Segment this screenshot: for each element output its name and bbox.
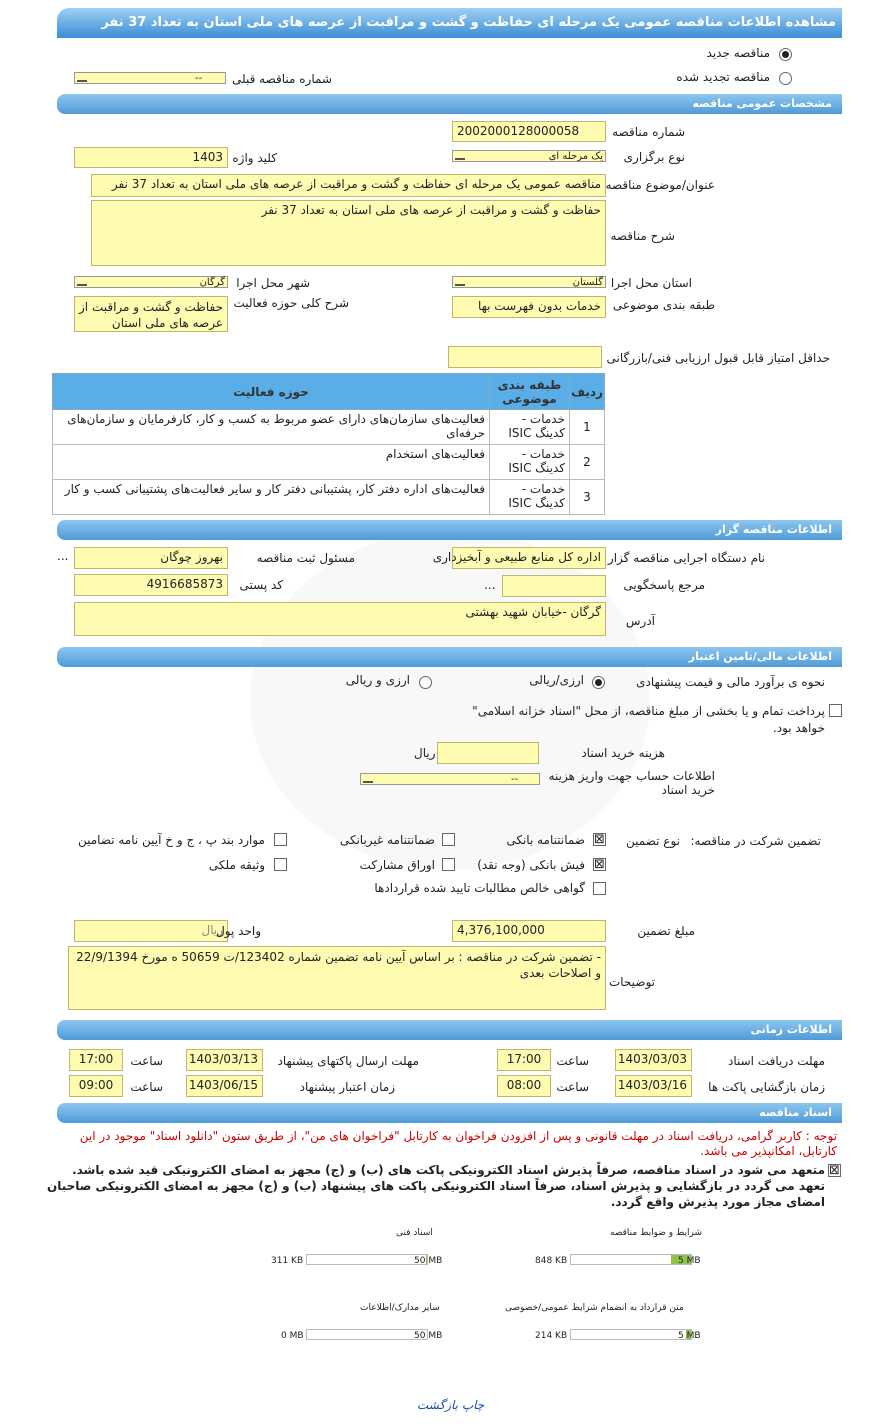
receive-label: مهلت دریافت اسناد: [727, 1054, 825, 1068]
file-size: 311 KB: [271, 1256, 304, 1266]
scope-label: شرح کلی حوزه فعالیت: [233, 296, 349, 310]
col-category: طبقه بندی موضوعی: [490, 374, 570, 410]
category-field: خدمات بدون فهرست بها: [452, 296, 606, 318]
col-row: ردیف: [570, 374, 605, 410]
cash-label: فیش بانکی (وجه نقد): [477, 858, 585, 872]
account-label: اطلاعات حساب جهت واریز هزینه خرید اسناد: [548, 769, 715, 797]
rial-radio[interactable]: [592, 676, 605, 689]
open-label: زمان بازگشایی پاکت ها: [708, 1080, 825, 1094]
finance-header: اطلاعات مالی/تامین اعتبار: [57, 647, 842, 667]
org-name-field: اداره کل منابع طبیعی و آبخیزداری: [452, 547, 606, 569]
back-link[interactable]: بازگشت: [417, 1398, 458, 1412]
cell: فعالیت‌های سازمان‌های دارای عضو مربوط به کسب و کار، کارفرمایان و سازمان‌های حرفه‌ای: [53, 410, 490, 445]
keyword-label: کلید واژه: [232, 151, 277, 165]
items-checkbox[interactable]: [274, 833, 287, 846]
cert-label: گواهی خالص مطالبات تایید شده قراردادها: [374, 881, 585, 895]
estimate-label: نحوه ی برآورد مالی و قیمت پیشنهادی: [636, 675, 825, 689]
table-row: [53, 445, 605, 480]
bonds-label: اوراق مشارکت: [359, 858, 435, 872]
table-row: [53, 480, 605, 515]
subject-label: عنوان/موضوع مناقصه: [605, 178, 715, 192]
currency-field: ریال: [74, 920, 228, 942]
prev-number-label: شماره مناقصه قبلی: [232, 72, 332, 86]
rial2-label: ارزی و ریالی: [345, 673, 410, 687]
file-size: 0 MB: [281, 1331, 304, 1341]
property-label: وثیقه ملکی: [208, 858, 265, 872]
cert-checkbox[interactable]: [593, 882, 606, 895]
prev-number-select[interactable]: --: [74, 72, 226, 84]
postal-field: 4916685873: [74, 574, 228, 596]
guarantee-amount-field: 4,376,100,000: [452, 920, 606, 942]
responsible-field: بهروز چوگان: [74, 547, 228, 569]
receive-date: 1403/03/03: [615, 1049, 692, 1071]
print-link[interactable]: چاپ: [461, 1398, 485, 1412]
renewed-tender-radio[interactable]: [779, 72, 792, 85]
doc-cost-unit: ریال: [414, 746, 436, 760]
org-header: اطلاعات مناقصه گزار: [57, 520, 842, 540]
cell: 3: [570, 480, 605, 515]
file-name: سایر مدارک/اطلاعات: [360, 1303, 440, 1313]
scope-field[interactable]: حفاظت و گشت و مراقبت از عرصه های ملی استان: [74, 296, 228, 332]
doc-cost-field: [437, 742, 539, 764]
reference-label: مرجع پاسخگویی: [623, 578, 705, 592]
send-time: 17:00: [69, 1049, 123, 1071]
activity-table: [52, 373, 605, 515]
file-name: اسناد فنی: [396, 1228, 433, 1238]
time-label: ساعت: [130, 1054, 163, 1068]
file-max: 50 MB: [414, 1256, 443, 1266]
account-select[interactable]: --: [360, 773, 540, 785]
city-select[interactable]: گرگان: [74, 276, 228, 288]
cell: 2: [570, 445, 605, 480]
file-bar: [306, 1329, 428, 1340]
cell: فعالیت‌های استخدام: [53, 445, 490, 480]
bonds-checkbox[interactable]: [442, 858, 455, 871]
time-label: ساعت: [556, 1054, 589, 1068]
min-score-field: [448, 346, 602, 368]
general-header: مشخصات عمومی مناقصه: [57, 94, 842, 114]
docs-header: اسناد مناقصه: [57, 1103, 842, 1123]
download-file-1[interactable]: [570, 1254, 692, 1265]
valid-date: 1403/06/15: [186, 1075, 263, 1097]
col-scope: حوزه فعالیت: [53, 374, 490, 410]
file-bar: [570, 1329, 692, 1340]
tender-number-field: 2002000128000058: [452, 121, 606, 142]
address-field: گرگان -خیابان شهید بهشتی: [74, 602, 606, 636]
property-checkbox[interactable]: [274, 858, 287, 871]
tender-number-label: شماره مناقصه: [612, 125, 685, 139]
new-tender-radio[interactable]: [779, 48, 792, 61]
timing-header: اطلاعات زمانی: [57, 1020, 842, 1040]
address-label: آدرس: [625, 614, 655, 628]
currency-label: واحد پول: [216, 924, 261, 938]
postal-label: کد پستی: [239, 578, 283, 592]
cell: خدمات - کدینگ ISIC: [490, 410, 570, 445]
commit-text: متعهد می شود در اسناد مناقصه، صرفاً پذیرش اسناد الکترونیکی پاکت های (ب) و (ج) مجهز به امضای الکترونیکی قید شده باشد. تعهد می گردد در بازگشایی و پذیرش اسناد، صرفاً اسناد الکترونیکی پاکت های پیشنهاد (ب) و (ج) مجهز به امضای الکترونیکی صاحبان امضای مجاز مورد پذیرش واقع گردد.: [46, 1163, 825, 1209]
rial-label: ارزی/ریالی: [529, 673, 584, 687]
org-name-label: نام دستگاه اجرایی مناقصه گزار: [607, 551, 765, 565]
cash-checkbox[interactable]: ⊠: [594, 857, 605, 872]
items-label: موارد بند پ ، ج و خ آیین نامه تضامین: [77, 833, 265, 847]
bank-label: ضمانتنامه بانکی: [506, 833, 585, 847]
province-label: استان محل اجرا: [610, 276, 692, 290]
min-score-label: حداقل امتیاز قابل قبول ارزیابی فنی/بازرگانی: [606, 351, 830, 365]
guarantee-amount-label: مبلغ تضمین: [637, 924, 695, 938]
table-row: [53, 410, 605, 445]
file-bar: [306, 1254, 428, 1265]
province-select[interactable]: گلستان: [452, 276, 606, 288]
send-date: 1403/03/13: [186, 1049, 263, 1071]
guarantee-label: تضمین شرکت در مناقصه:: [690, 834, 821, 848]
send-label: مهلت ارسال پاکتهای پیشنهاد: [277, 1054, 419, 1068]
guarantee-type-label: نوع تضمین: [626, 834, 680, 848]
valid-label: زمان اعتبار پیشنهاد: [299, 1080, 395, 1094]
valid-time: 09:00: [69, 1075, 123, 1097]
file-name: متن قرارداد به انضمام شرایط عمومی/خصوصی: [505, 1303, 684, 1313]
file-max: 5 MB: [678, 1331, 701, 1341]
more-dots[interactable]: ...: [57, 549, 69, 563]
category-label: طبقه بندی موضوعی: [612, 298, 715, 312]
nonbank-checkbox[interactable]: [442, 833, 455, 846]
description-label: شرح مناقصه: [610, 229, 675, 243]
subject-field: مناقصه عمومی یک مرحله ای حفاظت و گشت و مراقبت از عرصه های ملی استان به تعداد 37 نفر: [91, 174, 606, 197]
notes-field: - تضمین شرکت در مناقصه : بر اساس آیین نامه تضمین شماره 123402/ت 50659 ه مورخ 22/9/1394 و اصلاحات بعدی: [68, 946, 606, 1010]
time-label: ساعت: [130, 1080, 163, 1094]
file-name: شرایط و ضوابط مناقصه: [610, 1228, 703, 1238]
file-size: 214 KB: [535, 1331, 568, 1341]
page-title: مشاهده اطلاعات مناقصه عمومی یک مرحله ای حفاظت و گشت و مراقبت از عرصه های ملی استان به تعداد 37 نفر: [57, 8, 842, 38]
reference-dots[interactable]: ...: [484, 578, 496, 592]
new-tender-label: مناقصه جدید: [706, 46, 770, 60]
keyword-field: 1403: [74, 147, 228, 168]
receive-time: 17:00: [497, 1049, 551, 1071]
cell: فعالیت‌های اداره دفتر کار، پشتیبانی دفتر کار و سایر فعالیت‌های پشتیبانی کسب و کار: [53, 480, 490, 515]
cell: خدمات - کدینگ ISIC: [490, 445, 570, 480]
docs-notice: توجه : کاربر گرامی، دریافت اسناد در مهلت قانونی و پس از افزودن فراخوان به کارتابل "فراخوان های من"، از طریق ستون "دانلود اسناد" موجود در این کارتابل، امکانپذیر می باشد.: [79, 1129, 837, 1158]
file-max: 50 MB: [414, 1331, 443, 1341]
type-label: نوع برگزاری: [623, 150, 685, 164]
cell: 1: [570, 410, 605, 445]
reference-field: [502, 575, 606, 597]
commit-checkbox[interactable]: ⊠: [829, 1163, 840, 1178]
open-date: 1403/03/16: [615, 1075, 692, 1097]
bank-checkbox[interactable]: ⊠: [594, 832, 605, 847]
renewed-tender-label: مناقصه تجدید شده: [676, 70, 770, 84]
open-time: 08:00: [497, 1075, 551, 1097]
file-max: 5 MB: [678, 1256, 701, 1266]
notes-label: توضیحات: [608, 975, 655, 989]
description-field: حفاظت و گشت و مراقبت از عرصه های ملی استان به تعداد 37 نفر: [91, 200, 606, 266]
treasury-label: پرداخت تمام و یا بخشی از مبلغ مناقصه، از محل "اسناد خزانه اسلامی" خواهد بود.: [472, 704, 825, 735]
nonbank-label: ضمانتنامه غیربانکی: [339, 833, 435, 847]
responsible-label: مسئول ثبت مناقصه: [256, 551, 355, 565]
type-select[interactable]: یک مرحله ای: [452, 150, 606, 162]
treasury-checkbox[interactable]: [829, 704, 842, 717]
file-size: 848 KB: [535, 1256, 568, 1266]
doc-cost-label: هزینه خرید اسناد: [581, 746, 665, 760]
cell: خدمات - کدینگ ISIC: [490, 480, 570, 515]
city-label: شهر محل اجرا: [236, 276, 310, 290]
rial2-radio[interactable]: [419, 676, 432, 689]
time-label: ساعت: [556, 1080, 589, 1094]
